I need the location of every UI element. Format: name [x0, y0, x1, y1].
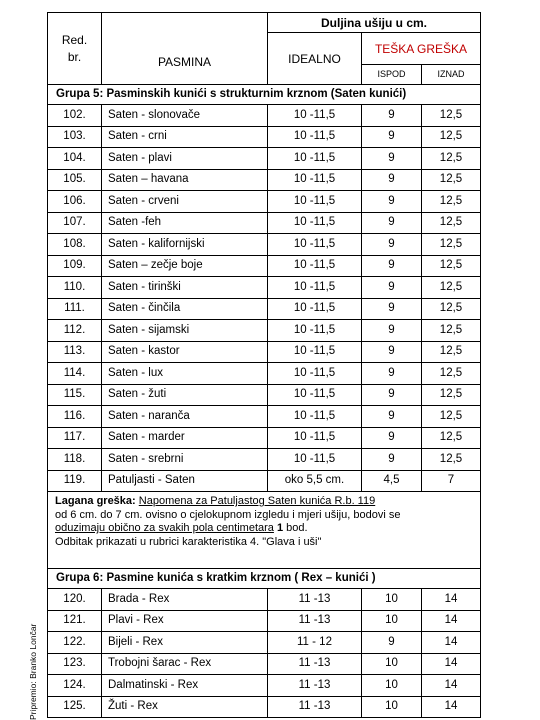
table-row [48, 427, 481, 449]
row-number: 116. [48, 406, 102, 428]
row-below: 9 [362, 234, 422, 256]
row-below: 10 [362, 610, 422, 632]
table-row [48, 126, 481, 148]
row-number: 114. [48, 363, 102, 385]
table-row [48, 234, 481, 256]
group5-title: Grupa 5: Pasminskih kunići s strukturnim krznom (Saten kunići) [48, 85, 481, 105]
row-below: 9 [362, 384, 422, 406]
row-breed: Saten - naranča [102, 406, 268, 428]
row-ideal: 11 -13 [268, 589, 362, 611]
note-line-1 [55, 495, 473, 509]
row-below: 9 [362, 191, 422, 213]
row-above: 12,5 [422, 255, 481, 277]
row-breed: Saten - činčila [102, 298, 268, 320]
row-below: 9 [362, 449, 422, 471]
row-ideal: 10 -11,5 [268, 363, 362, 385]
row-number: 118. [48, 449, 102, 471]
row-below: 10 [362, 675, 422, 697]
table-row [48, 470, 481, 492]
row-ideal: oko 5,5 cm. [268, 470, 362, 492]
row-number: 112. [48, 320, 102, 342]
table-row [48, 191, 481, 213]
row-number: 106. [48, 191, 102, 213]
breed-header: PASMINA [102, 13, 268, 85]
rb-header: Red. br. [48, 13, 102, 85]
row-number: 119. [48, 470, 102, 492]
row-breed: Bijeli - Rex [102, 632, 268, 654]
row-breed: Saten - kalifornijski [102, 234, 268, 256]
row-below: 9 [362, 341, 422, 363]
table-row [48, 105, 481, 127]
side-credit: Pripremio: Branko Lončar [28, 623, 38, 720]
ear-length-table-sheet [47, 12, 480, 718]
row-below: 9 [362, 427, 422, 449]
row-below: 9 [362, 148, 422, 170]
row-above: 12,5 [422, 320, 481, 342]
table-row [48, 675, 481, 697]
row-number: 121. [48, 610, 102, 632]
row-ideal: 10 -11,5 [268, 427, 362, 449]
row-number: 110. [48, 277, 102, 299]
row-below: 4,5 [362, 470, 422, 492]
note-underlined: Napomena za Patuljastog Saten kunića R.b. 119 [138, 495, 376, 507]
row-ideal: 11 - 12 [268, 632, 362, 654]
note-line-3 [55, 522, 473, 536]
group6-title: Grupa 6: Pasmine kunića s kratkim krznom ( Rex – kunići ) [48, 569, 481, 589]
note-box [48, 492, 481, 569]
row-below: 9 [362, 406, 422, 428]
row-breed: Saten - žuti [102, 384, 268, 406]
row-ideal: 11 -13 [268, 653, 362, 675]
row-breed: Saten - sijamski [102, 320, 268, 342]
row-ideal: 10 -11,5 [268, 169, 362, 191]
row-number: 113. [48, 341, 102, 363]
row-breed: Saten - kastor [102, 341, 268, 363]
table-row [48, 696, 481, 718]
row-breed: Plavi - Rex [102, 610, 268, 632]
row-above: 14 [422, 632, 481, 654]
row-ideal: 10 -11,5 [268, 320, 362, 342]
severe-fault-header: TEŠKA GREŠKA [362, 33, 481, 65]
table-row [48, 277, 481, 299]
row-above: 12,5 [422, 384, 481, 406]
row-above: 14 [422, 675, 481, 697]
row-below: 9 [362, 632, 422, 654]
row-above: 12,5 [422, 191, 481, 213]
row-number: 122. [48, 632, 102, 654]
row-above: 12,5 [422, 212, 481, 234]
table-row [48, 320, 481, 342]
row-number: 124. [48, 675, 102, 697]
ear-length-table [47, 12, 481, 718]
row-above: 12,5 [422, 406, 481, 428]
note-line-3-end: bod. [283, 522, 308, 534]
row-ideal: 10 -11,5 [268, 384, 362, 406]
table-row [48, 449, 481, 471]
table-row [48, 384, 481, 406]
row-above: 14 [422, 696, 481, 718]
row-ideal: 10 -11,5 [268, 449, 362, 471]
row-breed: Dalmatinski - Rex [102, 675, 268, 697]
row-below: 9 [362, 255, 422, 277]
row-below: 9 [362, 105, 422, 127]
row-breed: Saten - slonovače [102, 105, 268, 127]
row-ideal: 11 -13 [268, 610, 362, 632]
row-ideal: 10 -11,5 [268, 277, 362, 299]
row-ideal: 10 -11,5 [268, 212, 362, 234]
row-breed: Brada - Rex [102, 589, 268, 611]
row-breed: Saten - tirinški [102, 277, 268, 299]
note-line-3-bold: 1 [276, 522, 284, 534]
row-breed: Saten – zečje boje [102, 255, 268, 277]
table-row [48, 589, 481, 611]
row-above: 14 [422, 610, 481, 632]
table-row [48, 653, 481, 675]
row-number: 107. [48, 212, 102, 234]
row-below: 10 [362, 589, 422, 611]
row-below: 9 [362, 277, 422, 299]
row-breed: Žuti - Rex [102, 696, 268, 718]
row-breed: Saten – havana [102, 169, 268, 191]
row-above: 12,5 [422, 277, 481, 299]
row-above: 12,5 [422, 148, 481, 170]
row-below: 9 [362, 298, 422, 320]
below-header: ISPOD [362, 65, 422, 85]
row-breed: Saten - crni [102, 126, 268, 148]
row-ideal: 10 -11,5 [268, 105, 362, 127]
row-ideal: 10 -11,5 [268, 406, 362, 428]
table-row [48, 298, 481, 320]
row-number: 102. [48, 105, 102, 127]
note-lead: Lagana greška: [55, 495, 136, 507]
row-above: 12,5 [422, 427, 481, 449]
row-number: 109. [48, 255, 102, 277]
row-breed: Saten - srebrni [102, 449, 268, 471]
row-above: 7 [422, 470, 481, 492]
row-ideal: 10 -11,5 [268, 148, 362, 170]
row-below: 9 [362, 169, 422, 191]
row-ideal: 11 -13 [268, 675, 362, 697]
row-ideal: 10 -11,5 [268, 234, 362, 256]
note-line-2: od 6 cm. do 7 cm. ovisno o cjelokupnom izgledu i mjeri ušiju, bodovi se [55, 508, 401, 521]
row-above: 12,5 [422, 341, 481, 363]
row-breed: Saten - lux [102, 363, 268, 385]
note-line-3-underlined: oduzimaju obično za svakih pola centimetara [55, 522, 274, 534]
row-breed: Saten - plavi [102, 148, 268, 170]
row-breed: Saten - crveni [102, 191, 268, 213]
row-number: 123. [48, 653, 102, 675]
row-above: 12,5 [422, 363, 481, 385]
row-below: 10 [362, 696, 422, 718]
table-row [48, 341, 481, 363]
row-number: 104. [48, 148, 102, 170]
row-ideal: 10 -11,5 [268, 255, 362, 277]
row-breed: Trobojni šarac - Rex [102, 653, 268, 675]
table-row [48, 632, 481, 654]
row-above: 12,5 [422, 126, 481, 148]
row-number: 108. [48, 234, 102, 256]
ideal-header: IDEALNO [268, 33, 362, 85]
row-breed: Patuljasti - Saten [102, 470, 268, 492]
above-header: IZNAD [422, 65, 481, 85]
table-row [48, 610, 481, 632]
table-row [48, 212, 481, 234]
ear-length-header: Duljina ušiju u cm. [268, 13, 481, 33]
row-below: 9 [362, 126, 422, 148]
row-above: 12,5 [422, 105, 481, 127]
row-above: 12,5 [422, 298, 481, 320]
row-breed: Saten -feh [102, 212, 268, 234]
row-ideal: 10 -11,5 [268, 191, 362, 213]
table-row [48, 169, 481, 191]
row-above: 12,5 [422, 449, 481, 471]
row-number: 105. [48, 169, 102, 191]
row-ideal: 10 -11,5 [268, 298, 362, 320]
row-number: 111. [48, 298, 102, 320]
row-above: 12,5 [422, 169, 481, 191]
row-above: 14 [422, 653, 481, 675]
row-number: 125. [48, 696, 102, 718]
row-ideal: 10 -11,5 [268, 341, 362, 363]
table-row [48, 255, 481, 277]
table-row [48, 363, 481, 385]
row-number: 120. [48, 589, 102, 611]
note-line-4: Odbitak prikazati u rubrici karakteristika 4. "Glava i uši" [55, 535, 322, 548]
row-above: 12,5 [422, 234, 481, 256]
table-row [48, 406, 481, 428]
row-below: 10 [362, 653, 422, 675]
row-above: 14 [422, 589, 481, 611]
row-below: 9 [362, 320, 422, 342]
row-ideal: 11 -13 [268, 696, 362, 718]
row-number: 117. [48, 427, 102, 449]
table-row [48, 148, 481, 170]
row-ideal: 10 -11,5 [268, 126, 362, 148]
row-number: 103. [48, 126, 102, 148]
row-breed: Saten - marder [102, 427, 268, 449]
row-number: 115. [48, 384, 102, 406]
row-below: 9 [362, 363, 422, 385]
row-below: 9 [362, 212, 422, 234]
